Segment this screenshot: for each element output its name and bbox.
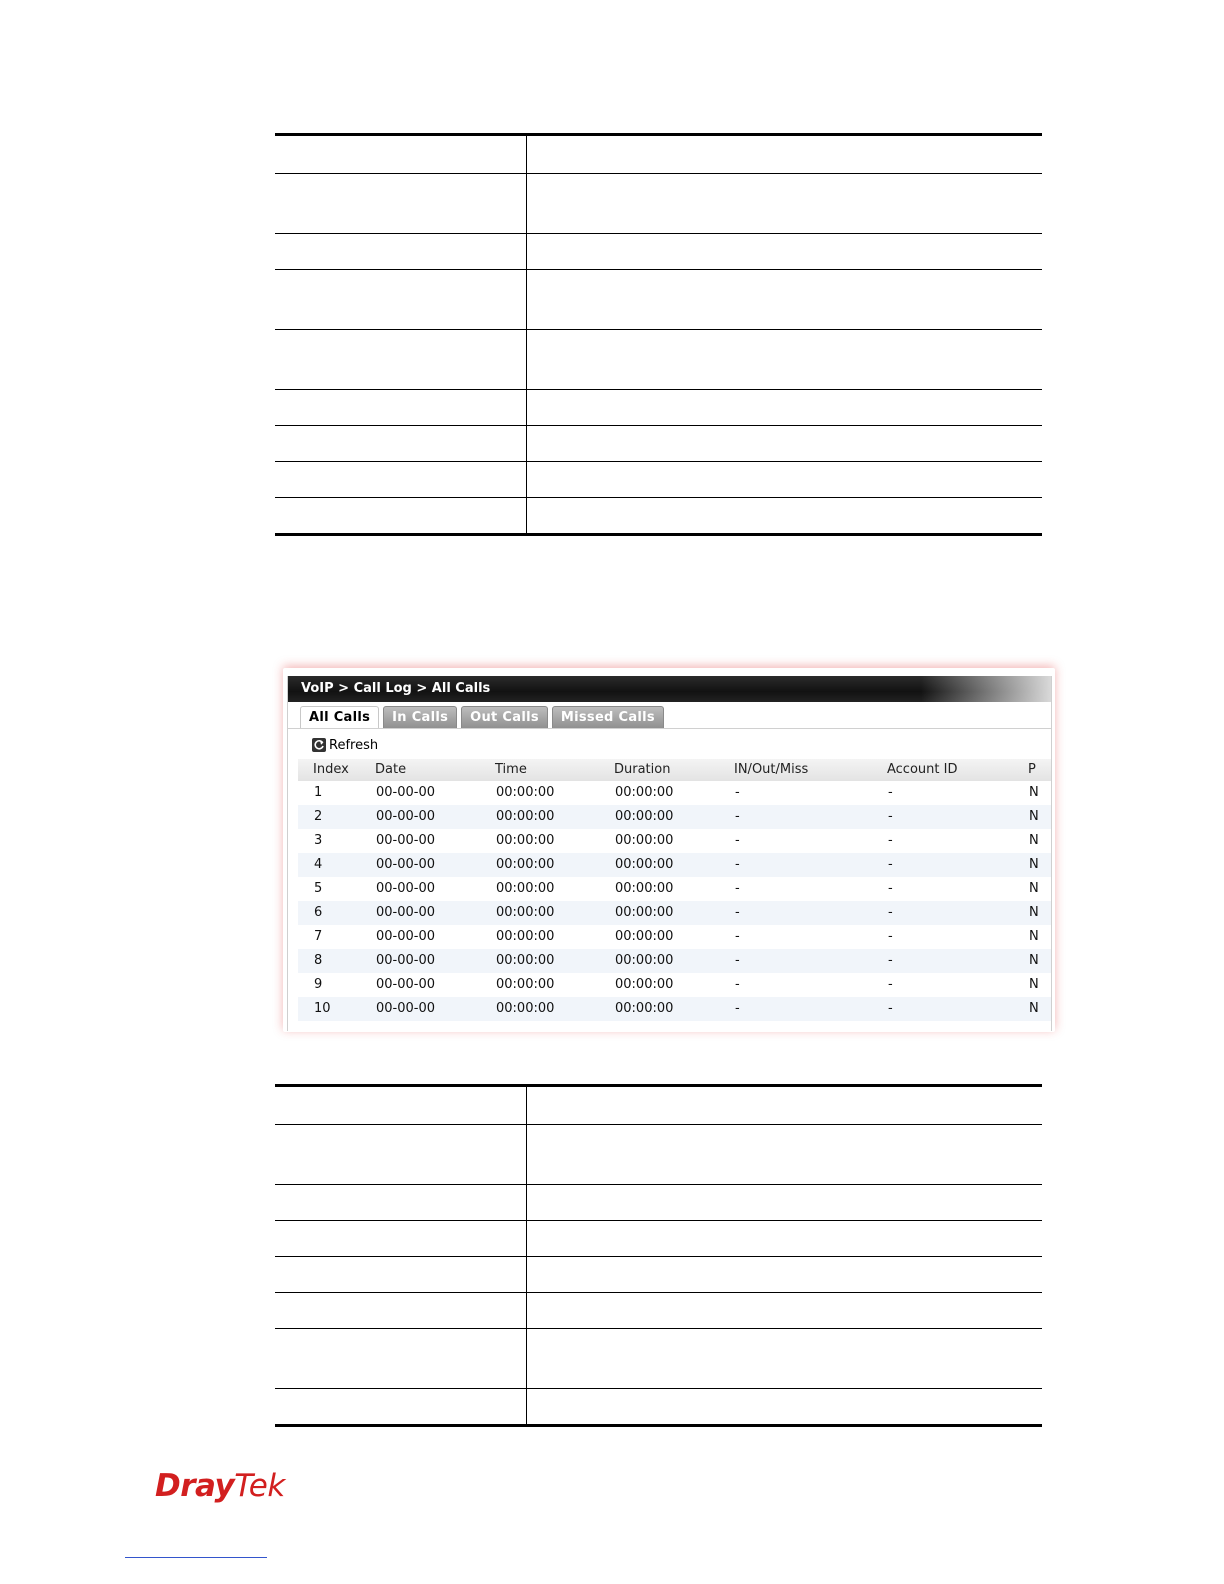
cell-time: 00:00:00 [496,881,555,896]
table-header [298,759,1052,781]
tab-in-calls[interactable]: In Calls [383,706,457,729]
column-header[interactable]: Date [375,762,407,777]
table-body [298,781,1052,1021]
logo-part-dray: Dray [155,1468,235,1504]
table-row [275,329,1042,389]
cell-index: 1 [314,785,323,800]
cell-clipped: N [1029,809,1039,824]
cell-account: - [888,929,893,944]
cell-clipped: N [1029,881,1039,896]
table-row [275,1256,1042,1292]
cell-duration: 00:00:00 [615,977,674,992]
cell-clipped: N [1029,785,1039,800]
cell-time: 00:00:00 [496,977,555,992]
cell-direction: - [735,1001,740,1016]
cell-index: 9 [314,977,323,992]
cell-account: - [888,953,893,968]
refresh-button[interactable] [312,737,378,753]
cell-date: 00-00-00 [376,929,436,944]
cell-account: - [888,785,893,800]
cell-direction: - [735,953,740,968]
cell-clipped: N [1029,857,1039,872]
cell-date: 00-00-00 [376,977,436,992]
cell-date: 00-00-00 [376,833,436,848]
column-header[interactable]: IN/Out/Miss [734,762,809,777]
cell-direction: - [735,833,740,848]
cell-index: 7 [314,929,323,944]
tab-missed-calls[interactable]: Missed Calls [552,706,664,729]
top-description-table [275,133,1042,536]
cell-date: 00-00-00 [376,809,436,824]
cell-date: 00-00-00 [376,881,436,896]
cell-index: 10 [314,1001,331,1016]
cell-account: - [888,833,893,848]
cell-time: 00:00:00 [496,953,555,968]
cell-time: 00:00:00 [496,905,555,920]
breadcrumb-text: VoIP > Call Log > All Calls [301,681,491,696]
bottom-description-table [275,1084,1042,1427]
table-row[interactable] [298,949,1052,973]
table-row[interactable] [298,901,1052,925]
cell-clipped: N [1029,833,1039,848]
refresh-icon [312,738,326,752]
cell-time: 00:00:00 [496,929,555,944]
cell-duration: 00:00:00 [615,881,674,896]
column-header[interactable]: Duration [614,762,671,777]
table-row[interactable] [298,973,1052,997]
cell-index: 3 [314,833,323,848]
table-row [275,1292,1042,1328]
table-row [275,461,1042,497]
table-row[interactable] [298,853,1052,877]
cell-index: 2 [314,809,323,824]
table-row [275,269,1042,329]
cell-direction: - [735,977,740,992]
cell-account: - [888,857,893,872]
cell-date: 00-00-00 [376,785,436,800]
cell-account: - [888,977,893,992]
cell-clipped: N [1029,929,1039,944]
table-row[interactable] [298,781,1052,805]
cell-duration: 00:00:00 [615,1001,674,1016]
cell-duration: 00:00:00 [615,809,674,824]
cell-duration: 00:00:00 [615,929,674,944]
cell-time: 00:00:00 [496,809,555,824]
table-row [275,136,1042,173]
table-row [275,1087,1042,1124]
cell-date: 00-00-00 [376,953,436,968]
table-row[interactable] [298,829,1052,853]
column-header[interactable]: Time [495,762,527,777]
draytek-logo [155,1468,285,1504]
cell-duration: 00:00:00 [615,857,674,872]
table-row [275,389,1042,425]
cell-duration: 00:00:00 [615,833,674,848]
table-row[interactable] [298,877,1052,901]
refresh-label: Refresh [329,737,379,753]
call-log-screenshot [287,676,1052,1031]
cell-direction: - [735,785,740,800]
cell-index: 5 [314,881,323,896]
table-row [275,173,1042,233]
footer-link-underline [125,1557,267,1558]
cell-duration: 00:00:00 [615,905,674,920]
cell-date: 00-00-00 [376,1001,436,1016]
cell-index: 6 [314,905,323,920]
cell-direction: - [735,905,740,920]
cell-time: 00:00:00 [496,833,555,848]
tab-all-calls[interactable]: All Calls [300,706,379,729]
call-tabs [300,706,664,728]
cell-duration: 00:00:00 [615,953,674,968]
cell-duration: 00:00:00 [615,785,674,800]
table-row [275,497,1042,533]
table-row [275,1184,1042,1220]
cell-direction: - [735,881,740,896]
cell-index: 8 [314,953,323,968]
table-row[interactable] [298,997,1052,1021]
cell-direction: - [735,857,740,872]
table-row [275,1328,1042,1388]
cell-account: - [888,809,893,824]
cell-clipped: N [1029,905,1039,920]
cell-time: 00:00:00 [496,857,555,872]
cell-date: 00-00-00 [376,857,436,872]
column-header[interactable]: Index [313,762,349,777]
cell-direction: - [735,929,740,944]
cell-account: - [888,881,893,896]
cell-clipped: N [1029,977,1039,992]
cell-clipped: N [1029,1001,1039,1016]
column-header[interactable]: Account ID [887,762,958,777]
tab-out-calls[interactable]: Out Calls [461,706,548,729]
cell-time: 00:00:00 [496,1001,555,1016]
table-row[interactable] [298,805,1052,829]
cell-account: - [888,1001,893,1016]
table-row [275,1124,1042,1184]
column-header[interactable]: P [1028,762,1036,777]
cell-clipped: N [1029,953,1039,968]
table-row[interactable] [298,925,1052,949]
table-row [275,1388,1042,1424]
table-row [275,233,1042,269]
cell-account: - [888,905,893,920]
cell-direction: - [735,809,740,824]
table-row [275,1220,1042,1256]
table-row [275,425,1042,461]
cell-index: 4 [314,857,323,872]
cell-time: 00:00:00 [496,785,555,800]
call-log-table [298,759,1052,1021]
cell-date: 00-00-00 [376,905,436,920]
breadcrumb [288,676,1051,702]
logo-part-tek: Tek [234,1468,285,1504]
